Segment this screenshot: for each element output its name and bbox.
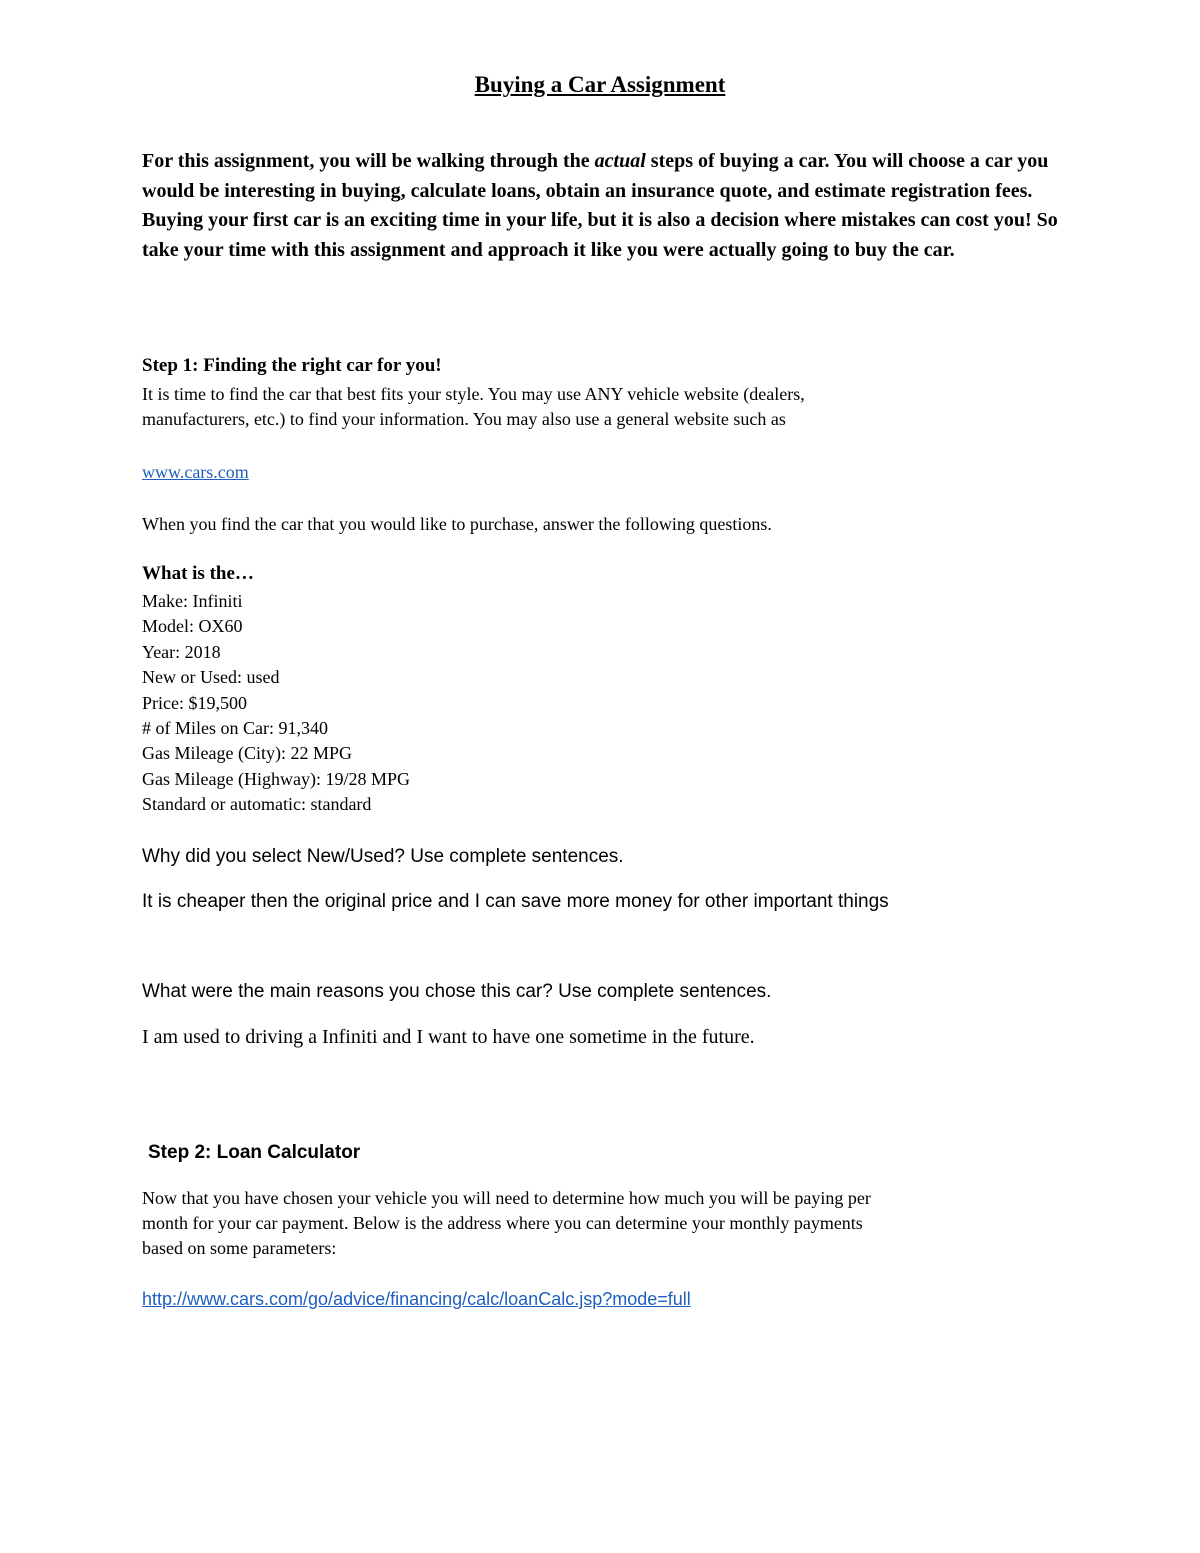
step1-instruction: When you find the car that you would like to purchase, answer the following questions. (142, 514, 772, 534)
spec-transmission: Standard or automatic: standard (142, 794, 372, 815)
question-new-used: Why did you select New/Used? Use complete sentences. (142, 846, 624, 867)
step1-heading: Step 1: Finding the right car for you! (142, 355, 442, 376)
cars-com-link[interactable]: www.cars.com (142, 462, 249, 482)
step2-line-2: month for your car payment. Below is the address where you can determine your monthly payments (142, 1213, 863, 1233)
spec-make: Make: Infiniti (142, 591, 243, 611)
spec-gas-city: Gas Mileage (City): 22 MPG (142, 743, 352, 764)
step2-heading: Step 2: Loan Calculator (148, 1142, 361, 1163)
spec-model: Model: OX60 (142, 616, 243, 637)
intro-text-after: steps of buying a car. You will choose a car you would be interesting in buying, calculate loans, obtain an insurance quote, and estimate registration fees. Buying your first car is an exciting time in your life, but it is also a decision where mistakes can cost you! So take your time with this assignment and approach it like you were actually going to buy the car. (142, 150, 1058, 261)
question-main-reasons: What were the main reasons you chose this car? Use complete sentences. (142, 981, 772, 1002)
spec-price: Price: $19,500 (142, 692, 247, 713)
cars-com-link-paragraph (142, 460, 249, 485)
car-specs-list (142, 589, 410, 818)
page-title: Buying a Car Assignment (474, 72, 726, 97)
step2-line-1: Now that you have chosen your vehicle you will need to determine how much you will be paying per (142, 1188, 871, 1208)
spec-gas-highway: Gas Mileage (Highway): 19/28 MPG (142, 768, 410, 789)
answer-main-reasons: I am used to driving a Infiniti and I want to have one sometime in the future. (142, 1026, 755, 1048)
spec-miles: # of Miles on Car: 91,340 (142, 718, 328, 739)
specs-heading: What is the… (142, 563, 254, 584)
spec-year: Year: 2018 (142, 641, 221, 662)
loan-calculator-link-paragraph (142, 1287, 691, 1312)
step1-line-1: It is time to find the car that best fits your style. You may use ANY vehicle website (dealers, (142, 384, 805, 404)
intro-text-before: For this assignment, you will be walking through the (142, 150, 595, 172)
intro-paragraph (142, 147, 1072, 265)
spec-new-or-used: New or Used: used (142, 667, 280, 688)
loan-calculator-link[interactable]: http://www.cars.com/go/advice/financing/calc/loanCalc.jsp?mode=full (142, 1289, 691, 1309)
step1-line-2: manufacturers, etc.) to find your information. You may also use a general website such as (142, 409, 786, 429)
step2-line-3: based on some parameters: (142, 1238, 337, 1258)
answer-new-used: It is cheaper then the original price and I can save more money for other important things (142, 891, 889, 912)
intro-emphasis: actual (594, 150, 646, 172)
